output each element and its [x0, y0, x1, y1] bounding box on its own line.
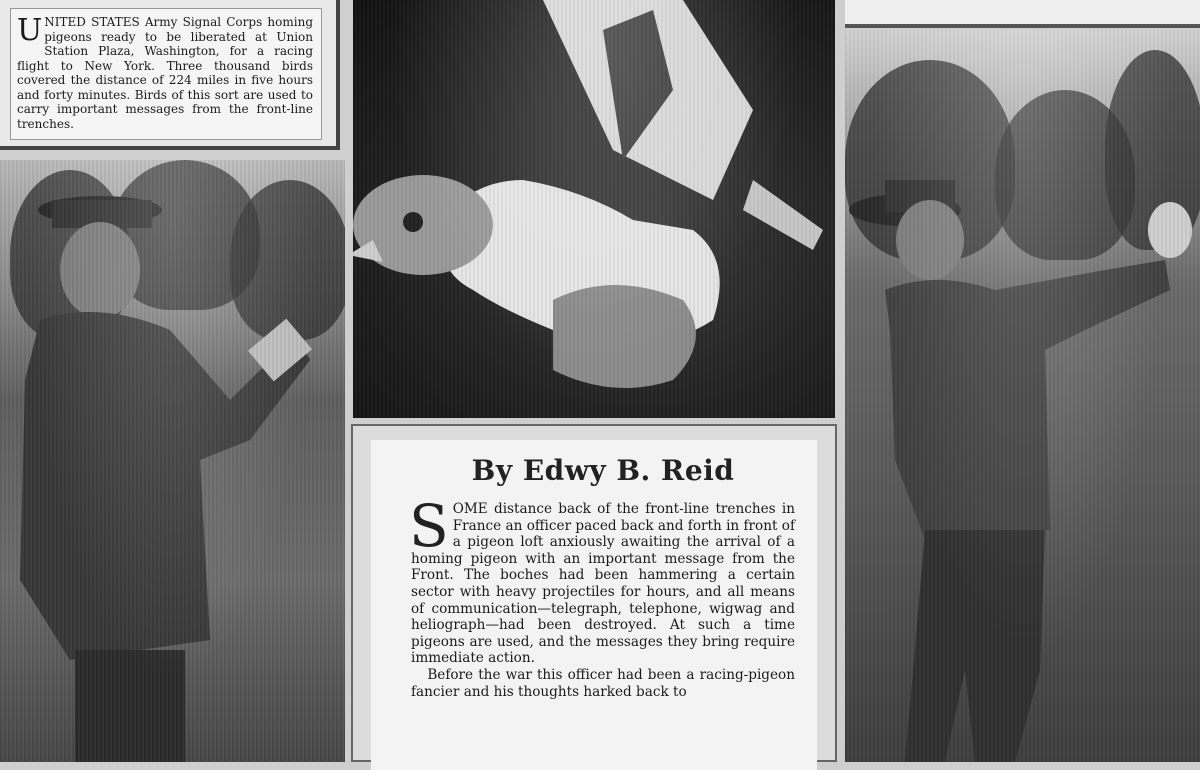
soldier-silhouette [0, 160, 345, 762]
top-border-strip [845, 0, 1200, 28]
caption-text [17, 15, 313, 131]
caption-dropcap: U [17, 13, 43, 48]
pigeon-illustration [353, 0, 835, 418]
photo-soldier-reading-message [0, 160, 345, 762]
photo-soldier-releasing-pigeon [845, 30, 1200, 762]
article-panel [371, 440, 817, 770]
article-paragraph-1 [409, 492, 795, 667]
caption-box [0, 0, 340, 150]
article-paragraph-1-text: OME distance back of the front-line trenches in France an officer paced back and forth in front of a pigeon loft anxiously awaiting the arrival of a homing pigeon with an important message from the Front. The boches had been hammering a certain sector with heavy projectiles for hours, and all means of communication—telegraph, telephone, wigwag and heliograph—had been destroyed. At such a time pigeons are used, and the messages they bring require immediate action. [411, 501, 795, 667]
soldier-silhouette-right [845, 30, 1200, 762]
caption-body: NITED STATES Army Signal Corps homing pigeons ready to be liberated at Union Station Plaza, Washington, for a racing flight to New York. Three thousand birds covered the distance of 224 miles in five hours and forty minutes. Birds of this sort are used to carry important messages from the front-line trenches. [17, 15, 313, 131]
caption-panel [10, 8, 322, 140]
article-dropcap: S [409, 492, 449, 560]
article-paragraph-2: Before the war this officer had been a racing-pigeon fancier and his thoughts harked back to [411, 666, 795, 700]
photo-pigeon-in-hand [353, 0, 835, 418]
article-box [351, 424, 837, 762]
article-byline: By Edwy B. Reid [471, 454, 735, 487]
